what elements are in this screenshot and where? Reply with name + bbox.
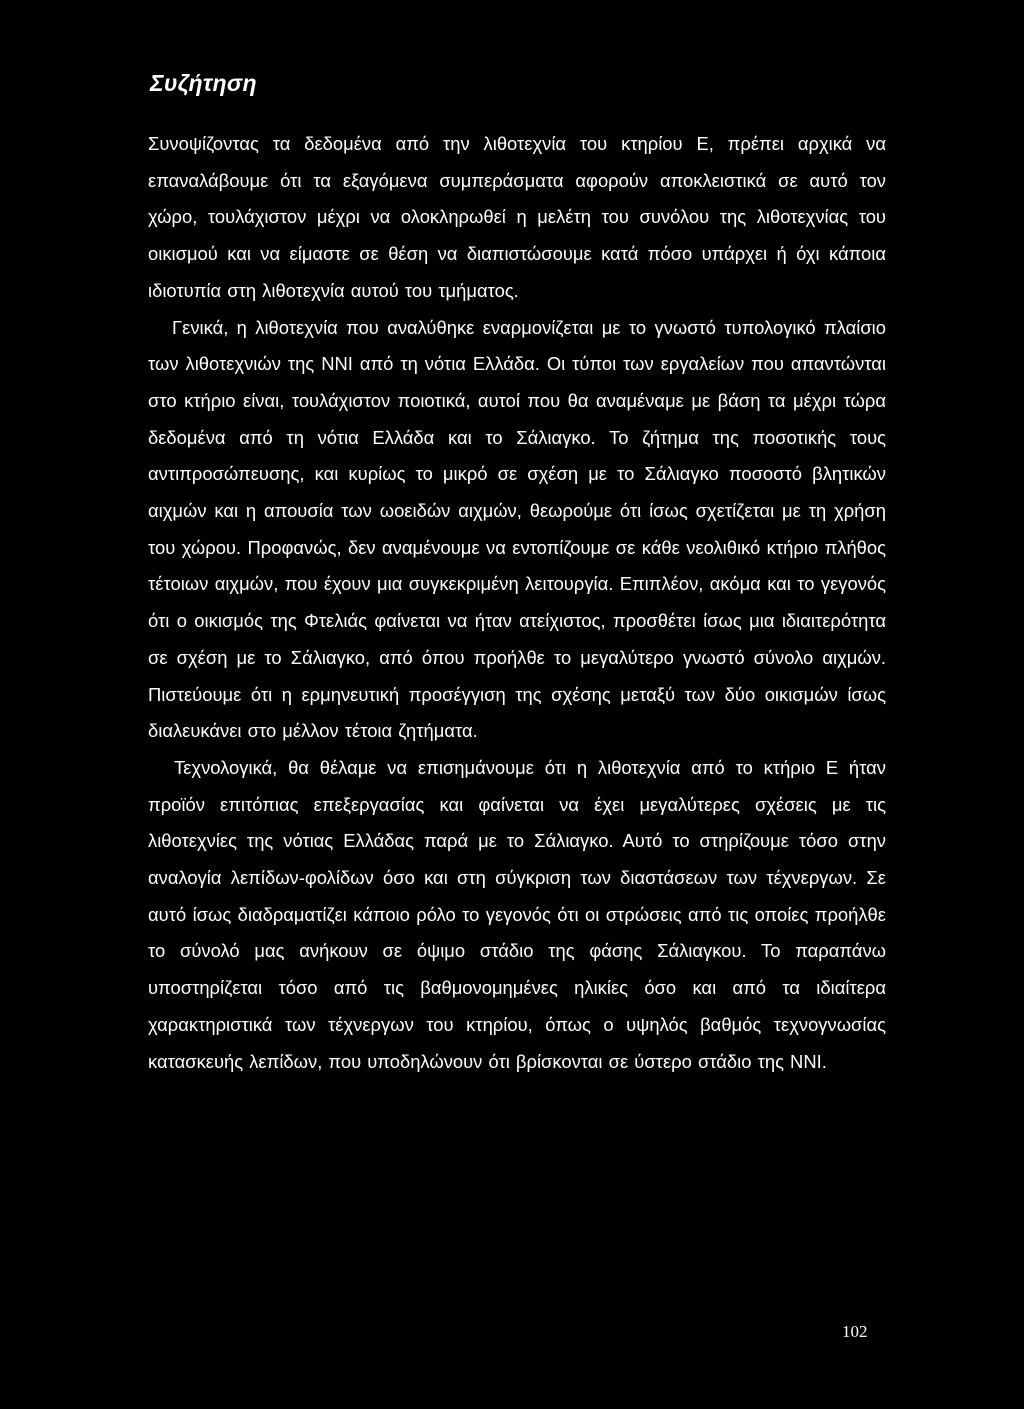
paragraph-1: Συνοψίζοντας τα δεδομένα από την λιθοτεχνία του κτηρίου Ε, πρέπει αρχικά να επαναλάβουμε ότι τα εξαγόμενα συμπεράσματα αφορούν αποκλειστικά σε αυτό τον χώρο, τουλάχιστον μέχρι να ολοκληρωθεί η μελέτη του συνόλου της λιθοτεχνίας του οικισμού και να είμαστε σε θέση να διαπιστώσουμε κατά πόσο υπάρχει ή όχι κάποια ιδιοτυπία στη λιθοτεχνία αυτού του τμήματος. bbox=[148, 133, 886, 301]
paragraph-2: Γενικά, η λιθοτεχνία που αναλύθηκε εναρμονίζεται με το γνωστό τυπολογικό πλαίσιο των λιθοτεχνιών της ΝΝΙ από τη νότια Ελλάδα. Οι τύποι των εργαλείων που απαντώνται στο κτήριο είναι, τουλάχιστον ποιοτικά, αυτοί που θα αναμέναμε με βάση τα μέχρι τώρα δεδομένα από τη νότια Ελλάδα και το Σάλιαγκο. Το ζήτημα της ποσοτικής τους αντιπροσώπευσης, και κυρίως το μικρό σε σχέση με το Σάλιαγκο ποσοστό βλητικών αιχμών και η απουσία των ωοειδών αιχμών, θεωρούμε ότι ίσως σχετίζεται με τη χρήση του χώρου. Προφανώς, δεν αναμένουμε να εντοπίζουμε σε κάθε νεολιθικό κτήριο πλήθος τέτοιων αιχμών, που έχουν μια συγκεκριμένη λειτουργία. Επιπλέον, ακόμα και το γεγονός ότι ο οικισμός της Φτελιάς φαίνεται να ήταν ατείχιστος, προσθέτει ίσως μια ιδιαιτερότητα σε σχέση με το Σάλιαγκο, από όπου προήλθε το μεγαλύτερο γνωστό σύνολο αιχμών. Πιστεύουμε ότι η ερμηνευτική προσέγγιση της σχέσης μεταξύ των δύο οικισμών ίσως διαλευκάνει στο μέλλον τέτοια ζητήματα. bbox=[148, 316, 886, 742]
paragraph-3: Τεχνολογικά, θα θέλαμε να επισημάνουμε ότι η λιθοτεχνία από το κτήριο Ε ήταν προϊόν επιτόπιας επεξεργασίας και φαίνεται να έχει μεγαλύτερες σχέσεις με τις λιθοτεχνίες της νότιας Ελλάδας παρά με το Σάλιαγκο. Αυτό το στηρίζουμε τόσο στην αναλογία λεπίδων-φολίδων όσο και στη σύγκριση των διαστάσεων των τέχνεργων. Σε αυτό ίσως διαδραματίζει κάποιο ρόλο το γεγονός ότι οι στρώσεις από τις οποίες προήλθε το σύνολό μας ανήκουν σε όψιμο στάδιο της φάσης Σάλιαγκου. Το παραπάνω υποστηρίζεται τόσο από τις βαθμονομημένες ηλικίες όσο και από τα ιδιαίτερα χαρακτηριστικά των τέχνεργων του κτηρίου, όπως ο υψηλός βαθμός τεχνογνωσίας κατασκευής λεπίδων, που υποδηλώνουν ότι βρίσκονται σε ύστερο στάδιο της ΝΝΙ. bbox=[148, 756, 886, 1072]
page-number: 102 bbox=[842, 1322, 868, 1341]
body-text bbox=[148, 126, 886, 1080]
section-heading: Συζήτηση bbox=[150, 70, 257, 96]
